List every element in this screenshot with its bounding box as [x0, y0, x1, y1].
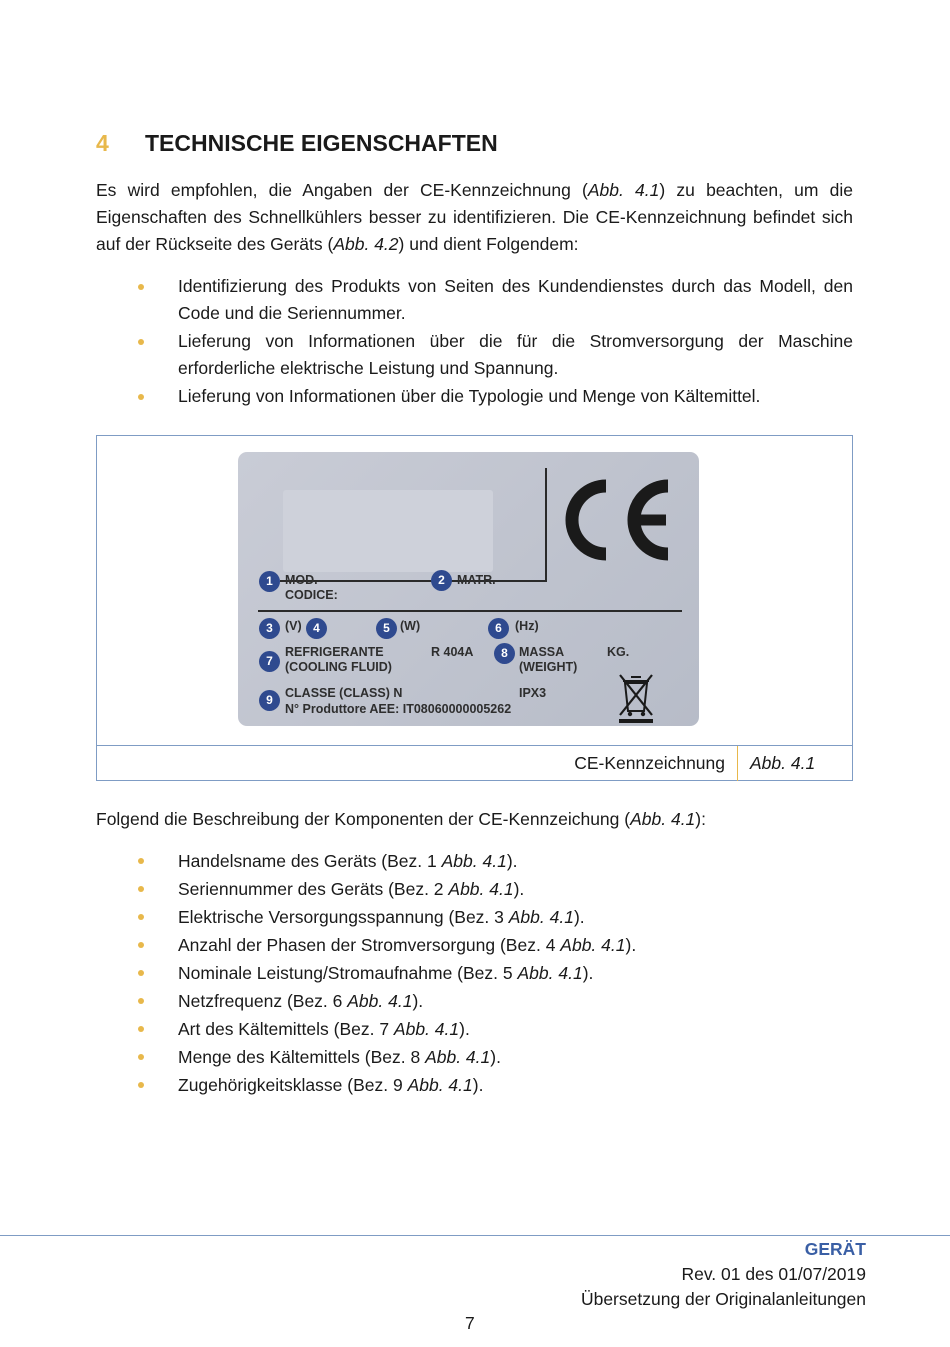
list-item-figure-ref: Abb. 4.1	[347, 991, 413, 1011]
bullet-icon	[138, 942, 144, 948]
label-ipx: IPX3	[519, 686, 547, 700]
list-item-figure-ref: Abb. 4.1	[425, 1047, 491, 1067]
label-refrigerante: REFRIGERANTE	[285, 645, 384, 659]
components-intro-figure-ref: Abb. 4.1	[630, 809, 696, 829]
list-item	[96, 273, 853, 327]
label-watt: (W)	[400, 619, 421, 633]
list-item-text: Zugehörigkeitsklasse (Bez. 9	[178, 1075, 408, 1095]
bullet-icon	[138, 394, 144, 400]
bullet-icon	[138, 339, 144, 345]
list-item-text: Anzahl der Phasen der Stromversorgung (Bez. 4	[178, 935, 561, 955]
intro-text-3: ) und dient Folgendem:	[398, 234, 579, 254]
list-item-end: ).	[625, 935, 637, 955]
list-item	[96, 959, 853, 987]
bullet-icon	[138, 284, 144, 290]
intro-text-2: ) zu beachten, um die Eigenschaften des Schnellkühlers besser zu identifizieren. Die CE-Kennzeichnung befindet sich auf der Rückseite des Geräts (	[96, 180, 854, 254]
list-item-text: Seriennummer des Geräts (Bez. 2	[178, 879, 449, 899]
page-number: 7	[465, 1313, 475, 1333]
badge-6: 6	[488, 618, 509, 639]
badge-5: 5	[376, 618, 397, 639]
label-kg: KG.	[607, 645, 630, 659]
list-item-end: ).	[573, 907, 585, 927]
label-refrigerant-type: R 404A	[431, 645, 474, 659]
label-codice: CODICE:	[285, 588, 338, 602]
list-item	[96, 903, 853, 931]
figure-reference: Abb. 4.1	[750, 753, 816, 773]
purpose-list	[96, 273, 853, 411]
section-heading	[96, 130, 498, 157]
list-item-end: ).	[472, 1075, 484, 1095]
list-item-text: Netzfrequenz (Bez. 6	[178, 991, 348, 1011]
list-item	[96, 1043, 853, 1071]
list-item-figure-ref: Abb. 4.1	[448, 879, 514, 899]
list-item-text: Elektrische Versorgungsspannung (Bez. 3	[178, 907, 509, 927]
bullet-icon	[138, 858, 144, 864]
weee-bin-icon	[615, 670, 657, 724]
list-item	[96, 328, 853, 382]
list-item-end: ).	[459, 1019, 470, 1039]
bullet-icon	[138, 1026, 144, 1032]
list-item-text: Menge des Kältemittels (Bez. 8	[178, 1047, 426, 1067]
plate-divider-horizontal	[258, 610, 682, 612]
badge-1: 1	[259, 571, 280, 592]
bullet-icon	[138, 998, 144, 1004]
list-item-text: Lieferung von Informationen über die Typologie und Menge von Kältemittel.	[178, 386, 761, 406]
bullet-icon	[138, 914, 144, 920]
badge-9: 9	[259, 690, 280, 711]
list-item	[96, 1015, 853, 1043]
list-item-figure-ref: Abb. 4.1	[441, 851, 507, 871]
list-item-end: ).	[490, 1047, 501, 1067]
list-item-text: Art des Kältemittels (Bez. 7	[178, 1019, 394, 1039]
intro-text-1: Es wird empfohlen, die Angaben der CE-Kennzeichnung (	[96, 180, 588, 200]
section-number: 4	[96, 130, 109, 156]
plate-divider-horizontal-top	[280, 580, 547, 582]
intro-figure-ref-2: Abb. 4.2	[333, 234, 399, 254]
label-matr: MATR.	[457, 573, 496, 587]
label-producer: N° Produttore AEE: IT08060000005262	[285, 702, 512, 716]
badge-4: 4	[306, 618, 327, 639]
bullet-icon	[138, 886, 144, 892]
label-mod: MOD.	[285, 573, 318, 587]
components-intro	[96, 806, 853, 833]
list-item	[96, 1071, 853, 1099]
bullet-icon	[138, 1054, 144, 1060]
badge-7: 7	[259, 651, 280, 672]
figure-ce-label	[96, 435, 853, 781]
section-title: TECHNISCHE EIGENSCHAFTEN	[145, 130, 498, 156]
badge-2: 2	[431, 570, 452, 591]
list-item-end: ).	[412, 991, 424, 1011]
components-intro-text-1: Folgend die Beschreibung der Komponenten der CE-Kennzeichung (	[96, 809, 631, 829]
plate-divider-vertical	[545, 468, 547, 581]
bullet-icon	[138, 970, 144, 976]
badge-3: 3	[259, 618, 280, 639]
list-item-text: Nominale Leistung/Stromaufnahme (Bez. 5	[178, 963, 518, 983]
footer-divider	[0, 1235, 950, 1236]
blank-product-name-area	[283, 490, 493, 572]
figure-caption-row	[97, 745, 852, 781]
list-item-figure-ref: Abb. 4.1	[393, 1019, 460, 1039]
list-item-figure-ref: Abb. 4.1	[517, 963, 583, 983]
footer-translation: Übersetzung der Originalanleitungen	[580, 1289, 866, 1309]
ce-mark-icon	[556, 472, 676, 567]
list-item-text: Handelsname des Geräts (Bez. 1	[178, 851, 442, 871]
label-classe: CLASSE (CLASS) N	[285, 686, 403, 700]
label-weight: (WEIGHT)	[519, 660, 578, 674]
list-item-text: Identifizierung des Produkts von Seiten des Kundendienstes durch das Modell, den Code und die Seriennummer.	[178, 276, 853, 323]
intro-figure-ref-1: Abb. 4.1	[587, 180, 660, 200]
list-item-end: ).	[582, 963, 594, 983]
list-item	[96, 931, 853, 959]
label-cooling-fluid: (COOLING FLUID)	[285, 660, 392, 674]
badge-8: 8	[494, 643, 515, 664]
list-item	[96, 847, 853, 875]
bullet-icon	[138, 1082, 144, 1088]
footer-revision: Rev. 01 des 01/07/2019	[681, 1264, 866, 1284]
components-list	[96, 847, 853, 1099]
label-massa: MASSA	[519, 645, 565, 659]
list-item-figure-ref: Abb. 4.1	[560, 935, 626, 955]
list-item-end: ).	[506, 851, 518, 871]
list-item-figure-ref: Abb. 4.1	[508, 907, 574, 927]
components-intro-text-2: ):	[695, 809, 706, 829]
label-volt: (V)	[285, 619, 302, 633]
caption-divider	[737, 746, 738, 781]
label-hz: (Hz)	[515, 619, 539, 633]
list-item-text: Lieferung von Informationen über die für die Stromversorgung der Maschine erforderliche elektrische Leistung und Spannung.	[178, 331, 853, 378]
intro-paragraph	[96, 177, 853, 258]
ce-label-plate	[238, 452, 699, 726]
list-item	[96, 875, 853, 903]
list-item-end: ).	[513, 879, 525, 899]
figure-caption: CE-Kennzeichnung	[574, 753, 725, 773]
list-item	[96, 987, 853, 1015]
list-item-figure-ref: Abb. 4.1	[407, 1075, 473, 1095]
footer-section: GERÄT	[804, 1239, 866, 1259]
list-item	[96, 383, 853, 410]
